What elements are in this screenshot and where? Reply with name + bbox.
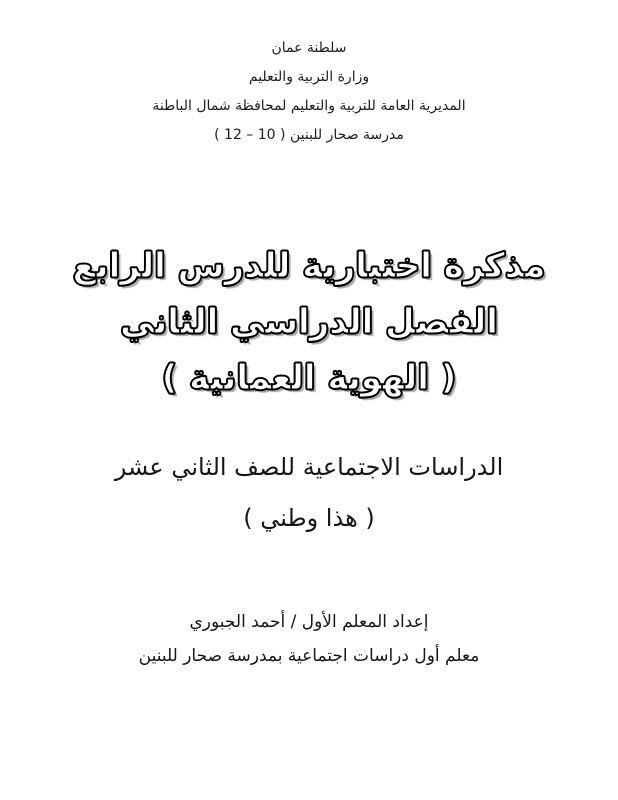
main-title-line-3: ( الهوية العمانية ) [161, 358, 457, 398]
subject-block [0, 442, 618, 544]
credits-block [0, 605, 618, 673]
letterhead-school: مدرسة صحار للبنين ( 10 – 12 ) [214, 127, 404, 143]
letterhead-ministry: وزارة التربية والتعليم [248, 69, 370, 85]
credits-prepared-by-line: إعداد المعلم الأول / أحمد الجبوري [189, 612, 429, 632]
subject-theme-line: ( هذا وطني ) [243, 504, 375, 532]
main-title [0, 238, 618, 406]
subject-course-line: الدراسات الاجتماعية للصف الثاني عشر [114, 453, 504, 481]
main-title-line-1: مذكرة اختبارية للدرس الرابع [72, 246, 546, 286]
credits-role-line: معلم أول دراسات اجتماعية بمدرسة صحار للبنين [138, 646, 480, 666]
letterhead [0, 34, 618, 150]
letterhead-country: سلطنة عمان [271, 40, 347, 56]
letterhead-directorate: المديرية العامة للتربية والتعليم لمحافظة شمال الباطنة [152, 98, 466, 114]
main-title-line-2: الفصل الدراسي الثاني [120, 302, 498, 342]
